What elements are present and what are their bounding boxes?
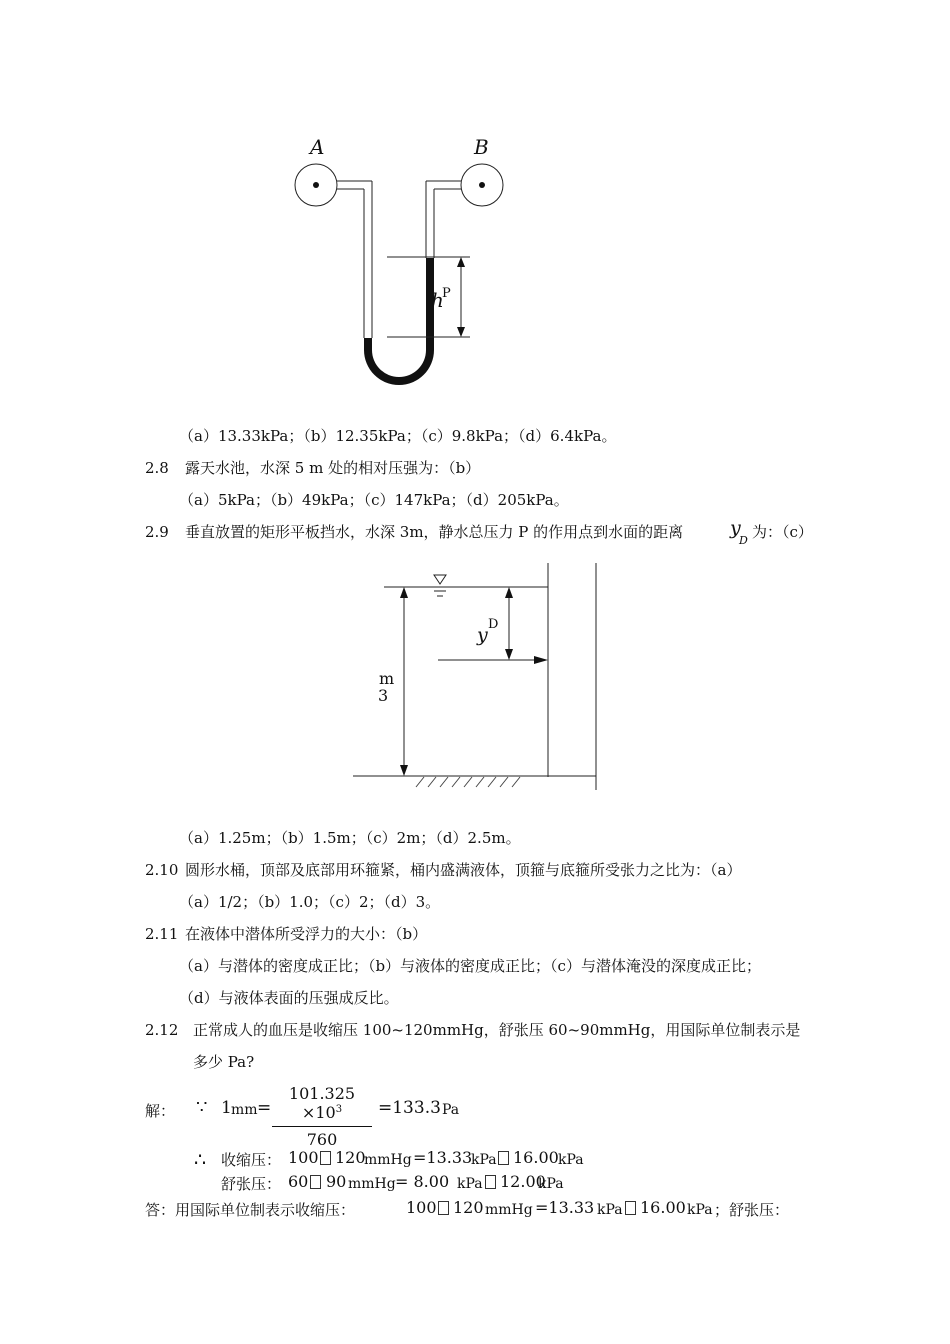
lhs-unit: mm (231, 1102, 258, 1118)
q212-number: 2.12 (145, 1021, 179, 1039)
q29-y: y (730, 517, 741, 539)
systolic-high-mm: 120 (335, 1148, 366, 1167)
systolic-low: 100 (288, 1148, 319, 1167)
q29-number: 2.9 (145, 523, 169, 541)
q28-text: 露天水池，水深 5 m 处的相对压强为：（b） (185, 459, 481, 477)
q211-number: 2.11 (145, 925, 179, 943)
label-a: A (310, 135, 325, 159)
h-subscript: P (442, 286, 451, 301)
q212-text-1: 正常成人的血压是收缩压 100~120mmHg，舒张压 60~90mmHg，用国际单位制表示是 (193, 1021, 801, 1039)
answer-low: 100 (406, 1198, 437, 1217)
yd-label: y (477, 624, 488, 646)
q210-text: 圆形水桶，顶部及底部用环箍紧，桶内盛满液体，顶箍与底箍所受张力之比为：（a） (185, 861, 742, 879)
tilde-placeholder-box (625, 1201, 636, 1215)
diastolic-unit-kpa-2: kPa (538, 1176, 564, 1192)
depth-unit: m (379, 669, 395, 688)
depth-value: 3 (378, 686, 389, 705)
solution-label: 解： (145, 1102, 176, 1120)
systolic-label: 收缩压： (221, 1151, 282, 1169)
therefore-symbol: ∴ (194, 1149, 207, 1171)
label-b: B (474, 135, 489, 159)
diastolic-label: 舒张压： (221, 1175, 282, 1193)
q211-text: 在液体中潜体所受浮力的大小：（b） (185, 925, 428, 943)
denominator: 760 (306, 1130, 338, 1149)
diastolic-unit-kpa-1: kPa (457, 1176, 483, 1192)
q29-text-a: 垂直放置的矩形平板挡水，水深 3m，静水总压力 P 的作用点到水面的距离 (185, 523, 684, 541)
diastolic-high-mm: 90 (326, 1172, 347, 1191)
tilde-placeholder-box (310, 1175, 321, 1189)
numerator-exponent: 3 (335, 1104, 343, 1115)
answer-unit-mmhg: mmHg (485, 1202, 533, 1218)
diastolic-eq: = 8.00 (395, 1172, 450, 1191)
result-value: =133.3 (378, 1098, 441, 1118)
yd-subscript: D (488, 617, 499, 632)
q28-options: （a）5kPa；（b）49kPa；（c）147kPa；（d）205kPa。 (179, 491, 569, 509)
q29-y-sub: D (739, 534, 748, 547)
answer-high: 16.00 (640, 1198, 686, 1217)
answer-unit-kpa-1: kPa (597, 1202, 623, 1218)
tilde-placeholder-box (320, 1151, 331, 1165)
tilde-placeholder-box (498, 1151, 509, 1165)
numerator: 101.325 ×10 (288, 1084, 356, 1122)
answer-eq: =13.33 (535, 1198, 595, 1217)
q29-text-b: 为：（c） (752, 523, 813, 541)
answer-high-mm: 120 (453, 1198, 484, 1217)
q210-options: （a）1/2；（b）1.0；（c）2；（d）3。 (179, 893, 441, 911)
h-label: h (431, 288, 444, 312)
lhs-value: 1 (221, 1098, 232, 1118)
q212-text-2: 多少 Pa? (193, 1053, 255, 1071)
q210-number: 2.10 (145, 861, 179, 879)
water-surface-symbol (434, 575, 446, 584)
systolic-unit-mmhg: mmHg (364, 1152, 412, 1168)
q211-options-2: （d）与液体表面的压强成反比。 (179, 989, 399, 1007)
q28-number: 2.8 (145, 459, 169, 477)
tilde-placeholder-box (438, 1201, 449, 1215)
diastolic-unit-mmhg: mmHg (348, 1176, 396, 1192)
because-symbol: ∵ (196, 1097, 208, 1118)
systolic-high: 16.00 (513, 1148, 559, 1167)
result-unit: Pa (442, 1102, 460, 1118)
ground-hatch (416, 777, 520, 787)
q29-options: （a）1.25m；（b）1.5m；（c）2m；（d）2.5m。 (179, 829, 521, 847)
q27-options: （a）13.33kPa；（b）12.35kPa；（c）9.8kPa；（d）6.4kPa。 (179, 427, 617, 445)
systolic-unit-kpa-2: kPa (558, 1152, 584, 1168)
answer-tail: ；舒张压： (714, 1201, 790, 1219)
fraction-bar (272, 1126, 372, 1127)
q211-options-1: （a）与潜体的密度成正比；（b）与液体的密度成正比；（c）与潜体淹没的深度成正比； (179, 957, 761, 975)
equals-1: = (257, 1098, 272, 1118)
fraction (272, 1084, 372, 1149)
answer-unit-kpa-2: kPa (687, 1202, 713, 1218)
diastolic-low: 60 (288, 1172, 309, 1191)
systolic-unit-kpa-1: kPa (471, 1152, 497, 1168)
systolic-eq: =13.33 (413, 1148, 473, 1167)
tilde-placeholder-box (485, 1175, 496, 1189)
answer-label: 答：用国际单位制表示收缩压： (145, 1201, 356, 1219)
diastolic-high: 12.00 (500, 1172, 546, 1191)
